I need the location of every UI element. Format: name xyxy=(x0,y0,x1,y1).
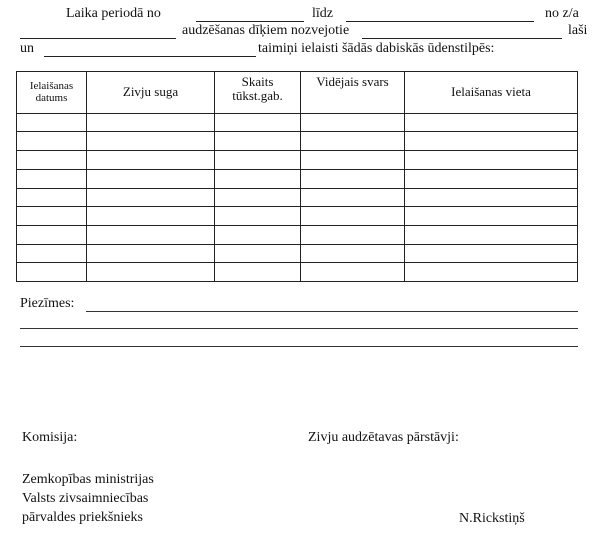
cell-release-date[interactable] xyxy=(17,132,87,151)
cell-average-weight[interactable] xyxy=(301,225,405,244)
cell-average-weight[interactable] xyxy=(301,151,405,170)
cell-count[interactable] xyxy=(215,169,301,188)
salmon-label: laši xyxy=(568,23,588,38)
cell-release-place[interactable] xyxy=(405,263,578,282)
cell-average-weight[interactable] xyxy=(301,113,405,132)
table-row xyxy=(17,188,578,207)
table-row xyxy=(17,207,578,226)
and-label: un xyxy=(20,41,34,56)
table-row xyxy=(17,151,578,170)
cell-release-date[interactable] xyxy=(17,169,87,188)
cell-average-weight[interactable] xyxy=(301,132,405,151)
trout-count-blank[interactable] xyxy=(44,56,256,57)
cell-count[interactable] xyxy=(215,225,301,244)
cell-fish-species[interactable] xyxy=(87,169,215,188)
cell-release-date[interactable] xyxy=(17,244,87,263)
cell-count[interactable] xyxy=(215,263,301,282)
cell-fish-species[interactable] xyxy=(87,263,215,282)
farm-from-label: no z/a xyxy=(545,6,579,21)
cell-release-date[interactable] xyxy=(17,225,87,244)
cell-count[interactable] xyxy=(215,113,301,132)
cell-average-weight[interactable] xyxy=(301,263,405,282)
table-row xyxy=(17,244,578,263)
cell-average-weight[interactable] xyxy=(301,244,405,263)
cell-fish-species[interactable] xyxy=(87,113,215,132)
cell-release-date[interactable] xyxy=(17,151,87,170)
salmon-count-blank[interactable] xyxy=(362,38,562,39)
cell-release-place[interactable] xyxy=(405,151,578,170)
ministry-title-line: pārvaldes priekšnieks xyxy=(22,510,143,525)
notes-line[interactable] xyxy=(20,328,578,329)
period-to-blank[interactable] xyxy=(346,21,534,22)
cell-release-place[interactable] xyxy=(405,113,578,132)
cell-average-weight[interactable] xyxy=(301,188,405,207)
cell-fish-species[interactable] xyxy=(87,151,215,170)
signer-name: N.Rickstiņš xyxy=(459,511,525,526)
cell-fish-species[interactable] xyxy=(87,244,215,263)
cell-release-date[interactable] xyxy=(17,113,87,132)
notes-line[interactable] xyxy=(20,346,578,347)
cell-release-place[interactable] xyxy=(405,225,578,244)
commission-label: Komisija: xyxy=(22,430,78,445)
table-row xyxy=(17,169,578,188)
table-row xyxy=(17,132,578,151)
column-header-average-weight: Vidējais svars xyxy=(301,72,405,114)
cell-count[interactable] xyxy=(215,244,301,263)
period-from-label: Laika periodā no xyxy=(66,6,161,21)
ministry-title-line: Zemkopības ministrijas xyxy=(22,472,154,487)
cell-average-weight[interactable] xyxy=(301,207,405,226)
cell-count[interactable] xyxy=(215,207,301,226)
period-to-label: līdz xyxy=(312,6,333,21)
released-into-label: taimiņi ielaisti šādās dabiskās ūdenstilpēs: xyxy=(258,41,495,56)
caught-in-ponds-label: audzēšanas dīķiem nozvejotie xyxy=(182,23,350,38)
column-header-fish-species: Zivju suga xyxy=(87,72,215,114)
table-header-row xyxy=(17,72,578,114)
farm-representatives-label: Zivju audzētavas pārstāvji: xyxy=(308,430,459,445)
table-row xyxy=(17,225,578,244)
cell-count[interactable] xyxy=(215,132,301,151)
column-header-release-date: Ielaišanas datums xyxy=(17,72,87,114)
cell-fish-species[interactable] xyxy=(87,188,215,207)
notes-line[interactable] xyxy=(86,311,578,312)
column-header-release-place: Ielaišanas vieta xyxy=(405,72,578,114)
cell-count[interactable] xyxy=(215,188,301,207)
cell-release-place[interactable] xyxy=(405,132,578,151)
cell-count[interactable] xyxy=(215,151,301,170)
cell-release-date[interactable] xyxy=(17,188,87,207)
notes-label: Piezīmes: xyxy=(20,296,75,311)
farm-name-blank[interactable] xyxy=(20,38,176,39)
cell-average-weight[interactable] xyxy=(301,169,405,188)
cell-release-place[interactable] xyxy=(405,244,578,263)
ministry-title-line: Valsts zivsaimniecības xyxy=(22,491,149,506)
cell-fish-species[interactable] xyxy=(87,225,215,244)
column-header-count: Skaits tūkst.gab. xyxy=(215,72,301,114)
cell-release-place[interactable] xyxy=(405,169,578,188)
cell-fish-species[interactable] xyxy=(87,132,215,151)
cell-release-date[interactable] xyxy=(17,263,87,282)
release-table xyxy=(16,71,577,282)
table-row xyxy=(17,263,578,282)
table-row xyxy=(17,113,578,132)
cell-release-date[interactable] xyxy=(17,207,87,226)
period-from-blank[interactable] xyxy=(196,21,304,22)
cell-release-place[interactable] xyxy=(405,188,578,207)
cell-release-place[interactable] xyxy=(405,207,578,226)
cell-fish-species[interactable] xyxy=(87,207,215,226)
